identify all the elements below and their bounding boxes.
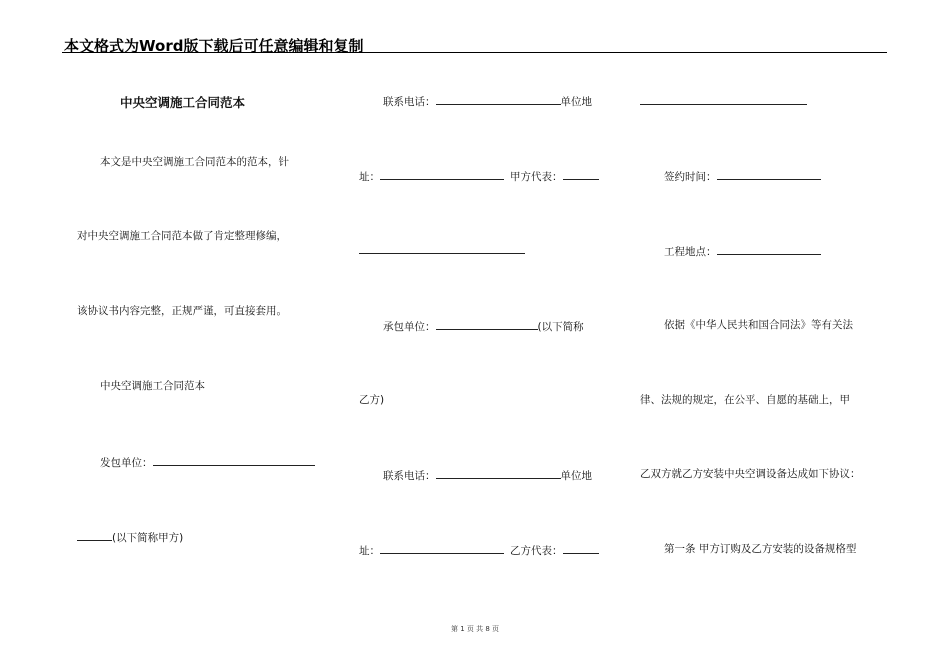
party-b-suffix: (以下简称 <box>537 321 584 333</box>
party-a-label: 发包单位： <box>100 457 153 469</box>
site-row <box>664 244 821 258</box>
basis-line-2: 律、法规的规定，在公平、自愿的基础上，甲 <box>640 394 850 406</box>
party-a-suffix-row <box>77 530 183 544</box>
sign-time-label: 签约时间： <box>664 171 717 183</box>
blank-line-col3-top[interactable] <box>640 104 807 105</box>
phone-row-b <box>383 468 592 482</box>
party-b-blank[interactable] <box>436 319 538 330</box>
party-a-suffix: (以下简称甲方) <box>112 532 184 544</box>
party-b-end: 乙方) <box>359 394 385 406</box>
basis-line-3: 乙双方就乙方安装中央空调设备达成如下协议： <box>640 468 861 480</box>
intro-line-2: 对中央空调施工合同范本做了肯定整理修编， <box>77 230 287 242</box>
sign-time-row <box>664 169 821 183</box>
address-label-b: 址： <box>359 545 380 557</box>
phone-blank-a[interactable] <box>436 94 561 105</box>
phone-row-a <box>383 94 592 108</box>
document-title: 中央空调施工合同范本 <box>120 95 246 110</box>
address-blank-b[interactable] <box>380 543 504 554</box>
phone-blank-b[interactable] <box>436 468 561 479</box>
unit-address-label-a: 单位地 <box>560 96 592 108</box>
phone-label-b: 联系电话： <box>383 470 436 482</box>
address-blank-a[interactable] <box>380 169 504 180</box>
blank-line-col2[interactable] <box>359 253 525 254</box>
intro-line-3: 该协议书内容完整，正规严谨，可直接套用。 <box>77 305 287 317</box>
site-label: 工程地点： <box>664 246 717 258</box>
rep-label-b: 乙方代表： <box>510 545 563 557</box>
party-a-suffix-blank[interactable] <box>77 530 112 541</box>
party-a-row <box>100 455 315 469</box>
contract-subtitle: 中央空调施工合同范本 <box>100 380 205 392</box>
document-header-title: 本文格式为Word版下载后可任意编辑和复制 <box>64 37 364 55</box>
page-number: 第 1 页 共 8 页 <box>450 625 500 633</box>
phone-label-a: 联系电话： <box>383 96 436 108</box>
unit-address-label-b: 单位地 <box>560 470 592 482</box>
party-b-label: 承包单位： <box>383 321 436 333</box>
party-a-blank[interactable] <box>153 455 315 466</box>
header-divider <box>62 52 887 53</box>
rep-blank-a[interactable] <box>563 169 599 180</box>
rep-label-a: 甲方代表： <box>510 171 563 183</box>
article-1-line: 第一条 甲方订购及乙方安装的设备规格型 <box>664 543 857 555</box>
basis-line-1: 依据《中华人民共和国合同法》等有关法 <box>664 319 853 331</box>
address-row-b <box>359 543 599 557</box>
rep-blank-b[interactable] <box>563 543 599 554</box>
address-label-a: 址： <box>359 171 380 183</box>
sign-time-blank[interactable] <box>717 169 821 180</box>
party-b-row <box>383 319 584 333</box>
intro-line-1: 本文是中央空调施工合同范本的范本，针 <box>100 156 289 168</box>
address-row-a <box>359 169 599 183</box>
site-blank[interactable] <box>717 244 821 255</box>
